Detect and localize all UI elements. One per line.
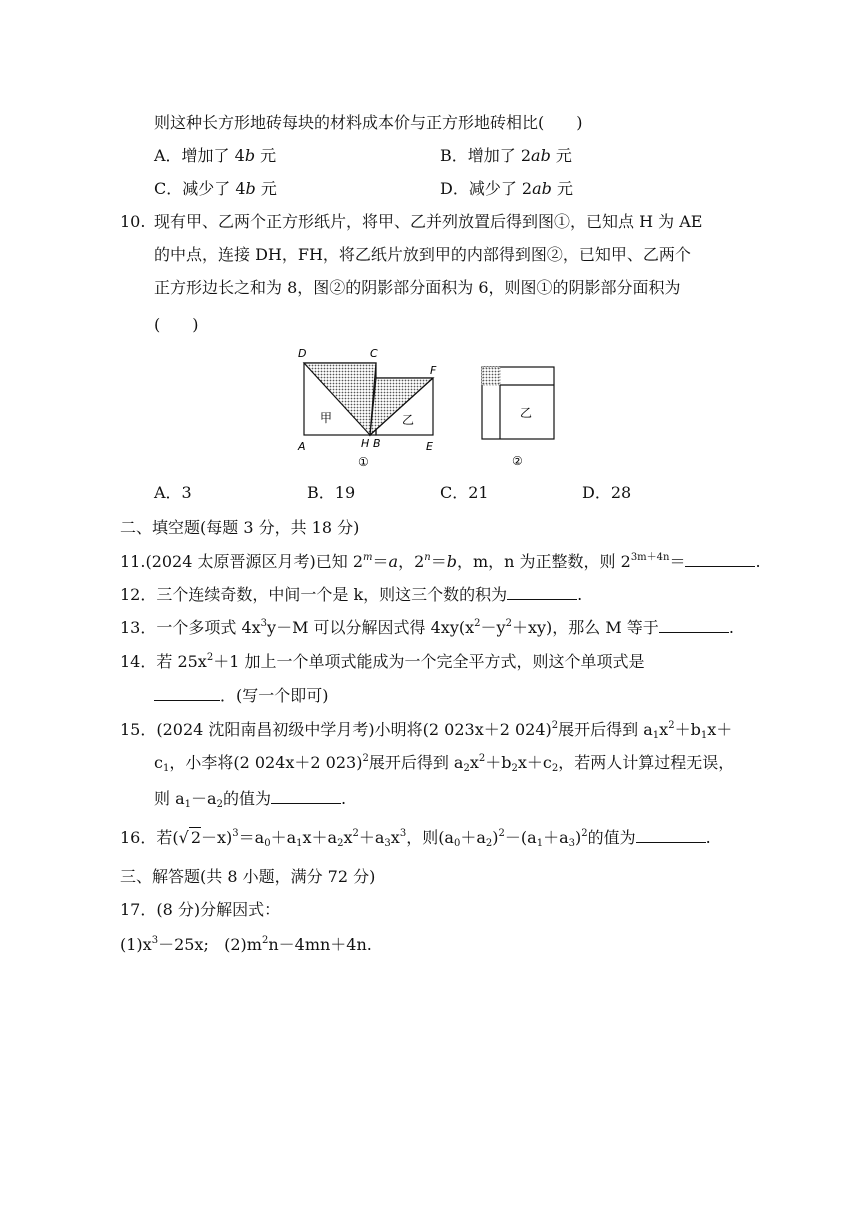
section-3-heading: 三、解答题(共 8 小题，满分 72 分) [120,867,376,886]
q14-line2: ．(写一个即可) [154,684,329,707]
q12-blank [507,583,577,600]
q10-line1: 现有甲、乙两个正方形纸片，将甲、乙并列放置后得到图①，已知点 H 为 AE [154,212,703,231]
q10-option-a: A．3 [154,483,192,502]
q10-option-b: B．19 [307,483,356,502]
q10-line3: 正方形边长之和为 8，图②的阴影部分面积为 6，则图①的阴影部分面积为 [154,278,681,297]
q11-blank [685,550,755,567]
q9-option-a: A．增加了 4b 元 [154,146,277,165]
q15-blank [271,787,341,804]
label-h: H [361,437,370,450]
label-e: E [426,440,433,453]
q13: 13．一个多项式 $4x^3y-M$ 可以分解因式得 $4xy(x^2-y^2+xy)$，那么 M 等于 . [120,618,734,637]
q16-blank [636,826,706,843]
q10-option-c: C．21 [440,483,489,502]
q9-option-b: B．增加了 2ab 元 [440,146,572,165]
q14-blank [154,684,220,701]
label-b: B [373,437,381,450]
q9-option-c: C．减少了 4b 元 [154,179,277,198]
caption-1: ① [358,455,369,469]
label-c: C [370,347,378,360]
label-yi-2: 乙 [520,406,533,420]
q17-parts: $(1)x^3-25x$; $(2)m^2n-4mn+4n$. [120,935,372,954]
shaded-square [482,367,500,385]
section-2-heading: 二、填空题(每题 3 分，共 18 分) [120,518,360,537]
shaded-triangle-dhc [304,363,376,435]
q11: 11.(2024 太原晋源区月考)已知 $2^m=a$，$2^n=b$，m，n 为正整数，则 $2^{3m+4n}=$ . [120,552,761,571]
label-f: F [430,364,437,377]
q9-option-d: D．减少了 2ab 元 [440,179,573,198]
caption-2: ② [512,454,523,468]
label-jia: 甲 [320,411,333,425]
q9-stem-tail: 则这种长方形地砖每块的材料成本价与正方形地砖相比( ) [154,113,583,132]
q14-line1: 14．若 $25x^2+1$ 加上一个单项式能成为一个完全平方式，则这个单项式是 [120,652,645,671]
label-a: A [298,440,306,453]
q12: 12．三个连续奇数，中间一个是 k，则这三个数的积为 . [120,585,583,604]
q13-blank [659,616,729,633]
q10-option-d: D．28 [582,483,632,502]
q15-line1: 15．(2024 沈阳南昌初级中学月考)小明将(2 023x＋2 024)$^2$展开后得到 $a_1x^2+b_1x+$ [120,720,733,741]
q10-line2: 的中点，连接 DH，FH，将乙纸片放到甲的内部得到图②，已知甲、乙两个 [154,245,691,264]
q15-line3: 则 $a_1-a_2$的值为 . [154,789,347,810]
figure-2 [470,355,570,470]
q16: 16．若(√ $2-x)^3=a_0+a_1x+a_2x^2+a_3x^3$，则$(a_0+a_2)^2-(a_1+a_3)^2$的值为 . [120,828,711,849]
label-yi: 乙 [402,413,415,427]
q10-line4: ( ) [154,315,199,334]
q17-title: 17．(8 分)分解因式： [120,900,281,919]
q15-line2: $c_1$，小李将(2 024x＋2 023)$^2$展开后得到 $a_2x^2+b_2x+c_2$，若两人计算过程无误， [154,753,735,774]
q10-number: 10. [120,212,146,231]
label-d: D [298,347,307,360]
figure-1 [290,340,450,470]
